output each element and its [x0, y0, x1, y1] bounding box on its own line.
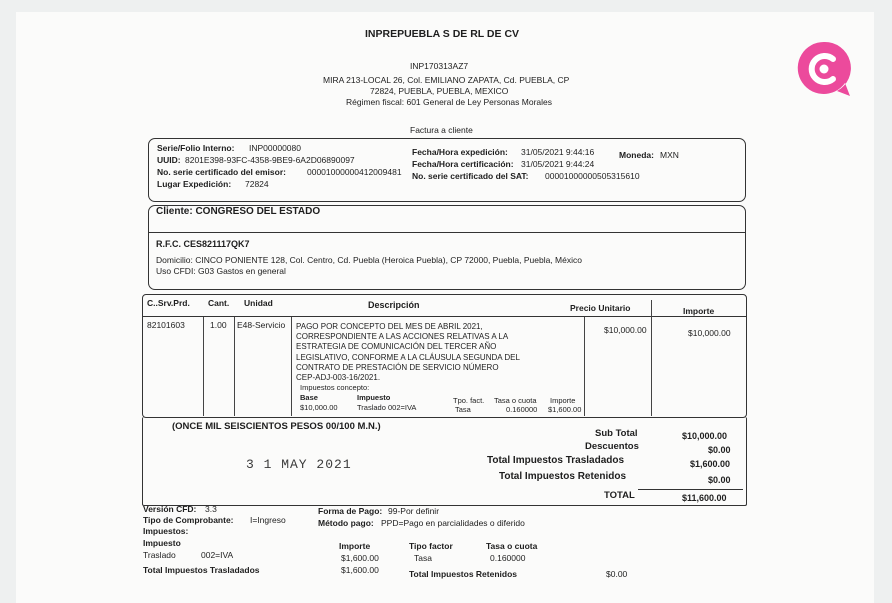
- total-divider: [638, 489, 743, 490]
- tax-base-header: Base: [300, 393, 318, 402]
- trasladados-label: Total Impuestos Trasladados: [487, 455, 625, 466]
- footer-total-trasladados-value: $1,600.00: [341, 565, 379, 575]
- issuer-address-1: MIRA 213-LOCAL 26, Col. EMILIANO ZAPATA, Cd. PUEBLA, CP: [323, 75, 570, 85]
- serie-label: Serie/Folio Interno:: [157, 143, 235, 153]
- importe-header: Importe: [339, 541, 371, 551]
- emisor-cert-value: 00001000000412009481: [307, 167, 402, 177]
- metodo-label: Método pago:: [318, 518, 374, 528]
- moneda-label: Moneda:: [619, 150, 654, 160]
- desc-line: ESTRATEGIA DE COMUNICACIÓN DEL TERCER AÑO: [296, 342, 497, 352]
- subtotal-value: $10,000.00: [682, 431, 728, 441]
- client-divider: [149, 232, 745, 233]
- desc-line: CONTRATO DE PRESTACIÓN DE SERVICIO NÚMERO: [296, 362, 499, 372]
- desc-line: PAGO POR CONCEPTO DEL MES DE ABRIL 2021,: [296, 322, 483, 331]
- tax-tasa-value: 0.160000: [506, 405, 538, 414]
- sat-cert-label: No. serie certificado del SAT:: [412, 171, 529, 181]
- col-divider: [291, 317, 292, 416]
- comprobante-value: I=Ingreso: [250, 515, 286, 525]
- col-divider: [584, 317, 585, 416]
- row-amount: $10,000.00: [688, 328, 731, 338]
- col-unit-header: Unidad: [244, 298, 273, 308]
- pink-speech-bubble-c-logo-icon: [793, 38, 855, 100]
- descuentos-value: $0.00: [708, 445, 731, 455]
- sat-cert-value: 00001000000505315610: [545, 171, 640, 181]
- iva-value: 002=IVA: [201, 550, 234, 560]
- retenidos-label: Total Impuestos Retenidos: [499, 471, 627, 482]
- emisor-cert-label: No. serie certificado del emisor:: [157, 167, 286, 177]
- moneda-value: MXN: [660, 150, 679, 160]
- tax-tasa-header: Tasa o cuota: [494, 396, 537, 405]
- issuer-rfc: INP170313AZ7: [410, 61, 469, 71]
- comprobante-label: Tipo de Comprobante:: [143, 515, 234, 525]
- row-price: $10,000.00: [604, 325, 647, 335]
- col-desc-header: Descripción: [368, 300, 420, 310]
- desc-line: CORRESPONDIENTE A LAS ACCIONES RELATIVAS A LA: [296, 332, 509, 342]
- tasa-value: 0.160000: [490, 553, 526, 563]
- serie-value: INP00000080: [249, 143, 301, 153]
- trasladados-value: $1,600.00: [690, 459, 731, 469]
- impuestos-title: Impuestos:: [143, 526, 189, 536]
- forma-value: 99-Por definir: [388, 506, 440, 516]
- desc-line: LEGISLATIVO, CONFORME A LA CLÁUSULA SEGUNDA DEL: [296, 352, 520, 362]
- tax-importe-value: $1,600.00: [548, 405, 582, 414]
- version-value: 3.3: [205, 504, 217, 514]
- footer-total-retenidos-value: $0.00: [606, 569, 628, 579]
- retenidos-value: $0.00: [708, 475, 731, 485]
- importe-value: $1,600.00: [341, 553, 379, 563]
- uuid-label: UUID:: [157, 155, 181, 165]
- col-divider: [651, 300, 652, 416]
- impuesto-header: Impuesto: [143, 538, 181, 548]
- client-name: Cliente: CONGRESO DEL ESTADO: [156, 206, 321, 217]
- lugar-value: 72824: [245, 179, 269, 189]
- col-divider: [234, 317, 235, 416]
- fecha-exp-label: Fecha/Hora expedición:: [412, 147, 508, 157]
- total-label: TOTAL: [604, 490, 635, 501]
- client-domicilio: Domicilio: CINCO PONIENTE 128, Col. Centro, Cd. Puebla (Heroica Puebla), CP 72000, Puebla, Puebla, México: [156, 255, 582, 265]
- version-label: Versión CFD:: [143, 504, 197, 514]
- forma-label: Forma de Pago:: [318, 506, 383, 516]
- date-stamp: 3 1 MAY 2021: [246, 457, 352, 472]
- row-code: 82101603: [147, 320, 185, 330]
- fecha-cert-value: 31/05/2021 9:44:24: [521, 159, 595, 169]
- col-amount-header: Importe: [683, 306, 715, 316]
- total-value: $11,600.00: [682, 493, 727, 503]
- tipo-factor-value: Tasa: [414, 553, 432, 563]
- document-type: Factura a cliente: [410, 125, 473, 135]
- desc-line: CEP-ADJ-003-16/2021.: [296, 373, 381, 383]
- col-code-header: C..Srv.Prd.: [147, 298, 190, 308]
- tax-base-value: $10,000.00: [300, 403, 338, 412]
- tax-tipo-header: Tpo. fact.: [453, 396, 485, 405]
- col-divider: [203, 317, 204, 416]
- footer-total-retenidos-label: Total Impuestos Retenidos: [409, 569, 517, 579]
- tax-impuesto-header: Impuesto: [357, 393, 391, 402]
- row-qty: 1.00: [210, 320, 227, 330]
- client-uso-cfdi: Uso CFDI: G03 Gastos en general: [156, 266, 286, 276]
- traslado-value: Traslado: [143, 550, 176, 560]
- tax-importe-header: Importe: [550, 396, 576, 405]
- issuer-regime: Régimen fiscal: 601 General de Ley Personas Morales: [346, 97, 552, 107]
- taxes-concept-label: Impuestos concepto:: [300, 383, 370, 392]
- footer-total-trasladados-label: Total Impuestos Trasladados: [143, 565, 260, 575]
- fecha-cert-label: Fecha/Hora certificación:: [412, 159, 514, 169]
- tax-tipo-value: Tasa: [455, 405, 471, 414]
- fecha-exp-value: 31/05/2021 9:44:16: [521, 147, 595, 157]
- col-qty-header: Cant.: [208, 298, 230, 308]
- tipo-factor-header: Tipo factor: [409, 541, 453, 551]
- col-price-header: Precio Unitario: [570, 303, 631, 313]
- lugar-label: Lugar Expedición:: [157, 179, 232, 189]
- client-rfc: R.F.C. CES821117QK7: [156, 239, 250, 249]
- issuer-name: INPREPUEBLA S DE RL DE CV: [365, 28, 520, 40]
- tasa-header: Tasa o cuota: [486, 541, 538, 551]
- row-description: [296, 322, 520, 383]
- metodo-value: PPD=Pago en parcialidades o diferido: [381, 518, 525, 528]
- row-unit: E48-Servicio: [237, 320, 286, 330]
- subtotal-label: Sub Total: [595, 428, 638, 439]
- tax-impuesto-value: Traslado 002=IVA: [357, 403, 417, 412]
- amount-in-words: (ONCE MIL SEISCIENTOS PESOS 00/100 M.N.): [172, 421, 381, 432]
- uuid-value: 8201E398-93FC-4358-9BE9-6A2D06890097: [185, 155, 355, 165]
- descuentos-label: Descuentos: [585, 441, 639, 452]
- issuer-address-2: 72824, PUEBLA, PUEBLA, MEXICO: [370, 86, 509, 96]
